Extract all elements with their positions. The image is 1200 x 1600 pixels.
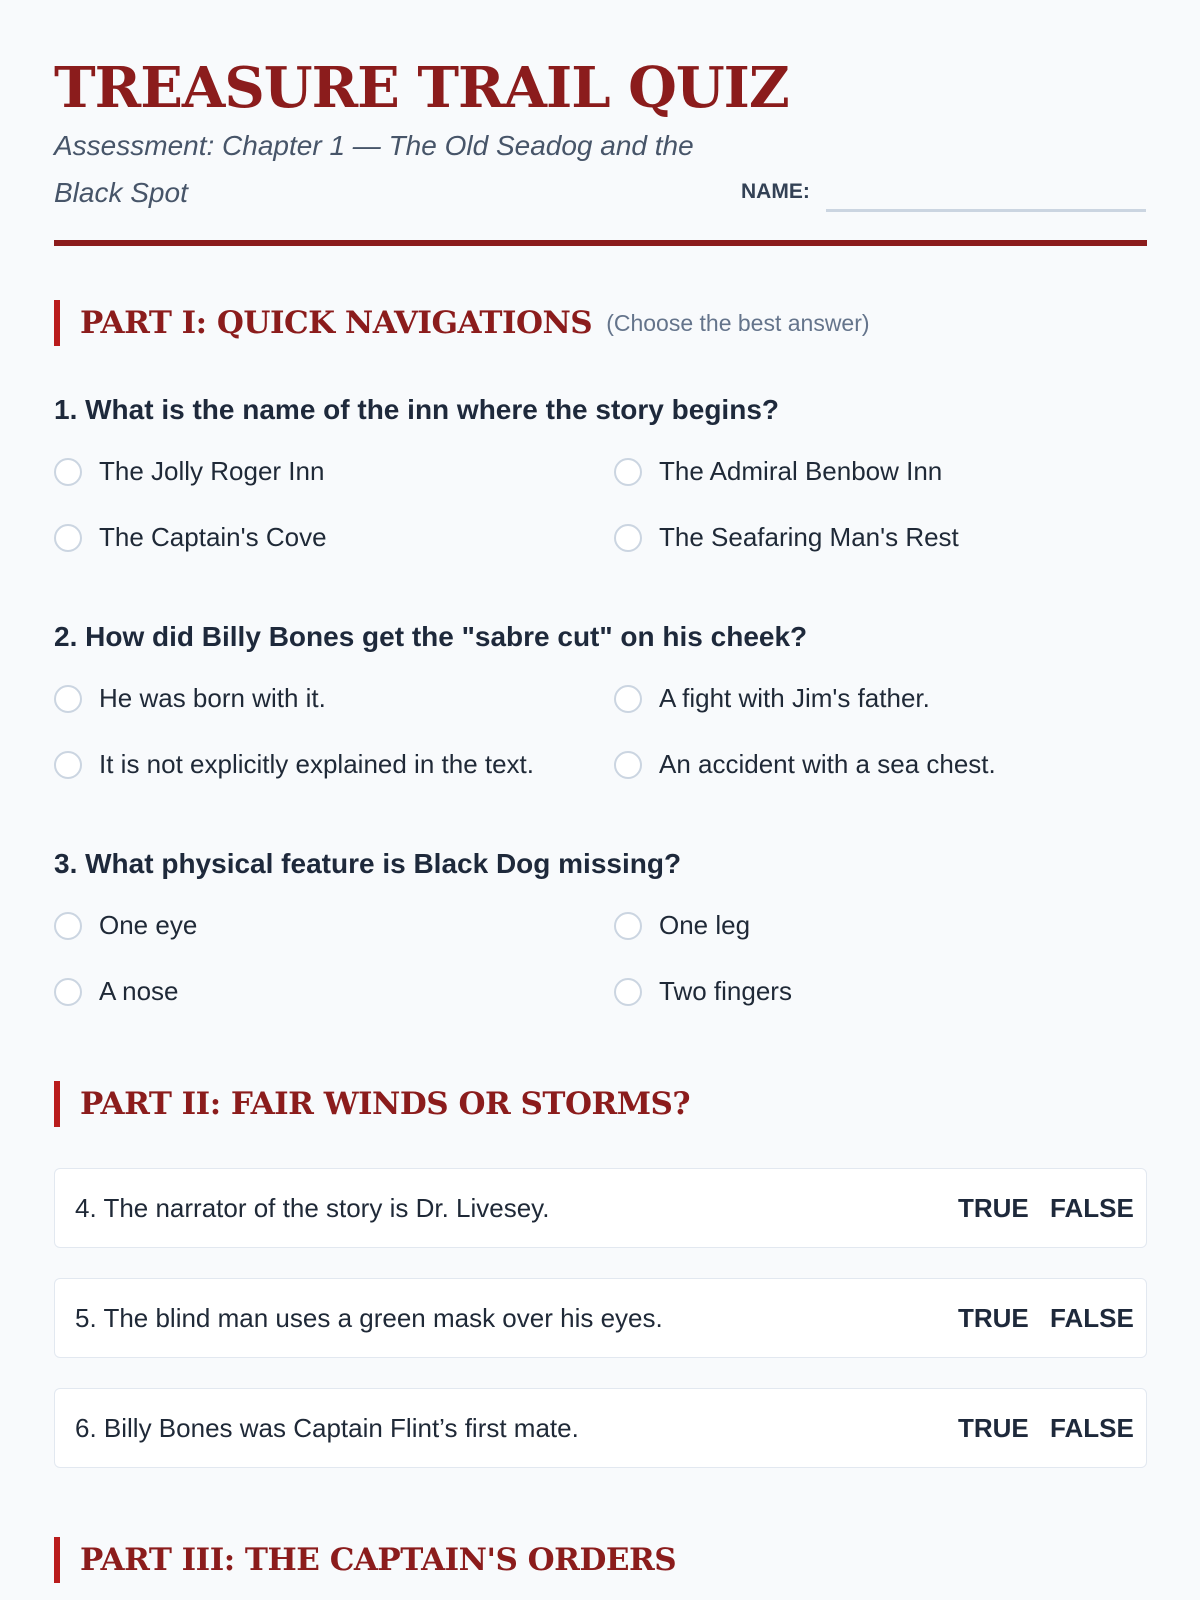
page-subtitle: Assessment: Chapter 1 — The Old Seadog and the Black Spot xyxy=(54,130,694,208)
section-part-2-heading xyxy=(54,1081,690,1127)
q3-option-d[interactable] xyxy=(614,976,792,1007)
option-label: The Admiral Benbow Inn xyxy=(659,456,943,486)
option-label: The Captain's Cove xyxy=(99,522,327,552)
radio-button[interactable] xyxy=(54,751,82,779)
radio-button[interactable] xyxy=(614,524,642,552)
quiz-header xyxy=(54,52,1146,208)
radio-button[interactable] xyxy=(614,685,642,713)
q2-option-d[interactable] xyxy=(614,749,996,780)
true-option[interactable]: TRUE xyxy=(958,1192,1029,1223)
q3-option-b[interactable] xyxy=(614,910,750,941)
true-false-item-6 xyxy=(54,1388,1147,1468)
q3-option-c[interactable] xyxy=(54,976,179,1007)
option-label: Two fingers xyxy=(659,976,792,1006)
true-option[interactable]: TRUE xyxy=(958,1412,1029,1443)
q2-option-c[interactable] xyxy=(54,749,534,780)
false-option[interactable]: FALSE xyxy=(1050,1192,1134,1223)
statement-text: 6. Billy Bones was Captain Flint’s first mate. xyxy=(75,1412,579,1443)
statement-text: 5. The blind man uses a green mask over his eyes. xyxy=(75,1302,663,1333)
radio-button[interactable] xyxy=(614,751,642,779)
q2-option-a[interactable] xyxy=(54,683,326,714)
question-2 xyxy=(54,619,1146,655)
radio-button[interactable] xyxy=(54,912,82,940)
radio-button[interactable] xyxy=(614,458,642,486)
option-label: An accident with a sea chest. xyxy=(659,749,996,779)
question-text: 1. What is the name of the inn where the story begins? xyxy=(54,394,779,425)
option-label: A fight with Jim's father. xyxy=(659,683,930,713)
section-title: PART III: THE CAPTAIN'S ORDERS xyxy=(80,1542,677,1578)
radio-button[interactable] xyxy=(54,978,82,1006)
option-label: The Jolly Roger Inn xyxy=(99,456,325,486)
question-1 xyxy=(54,392,1146,428)
section-title: PART II: FAIR WINDS OR STORMS? xyxy=(80,1086,691,1122)
q1-option-c[interactable] xyxy=(54,522,327,553)
section-part-1-heading xyxy=(54,300,870,346)
q1-option-a[interactable] xyxy=(54,456,324,487)
header-divider xyxy=(54,240,1147,246)
true-false-item-5 xyxy=(54,1278,1147,1358)
question-text: 2. How did Billy Bones get the "sabre cut" on his cheek? xyxy=(54,621,808,652)
radio-button[interactable] xyxy=(54,524,82,552)
true-option[interactable]: TRUE xyxy=(958,1302,1029,1333)
radio-button[interactable] xyxy=(614,978,642,1006)
option-label: A nose xyxy=(99,976,179,1006)
q2-option-b[interactable] xyxy=(614,683,930,714)
option-label: One eye xyxy=(99,910,198,940)
option-label: The Seafaring Man's Rest xyxy=(659,522,959,552)
section-hint: (Choose the best answer) xyxy=(606,309,870,336)
statement-text: 4. The narrator of the story is Dr. Livesey. xyxy=(75,1192,550,1223)
section-part-3-heading xyxy=(54,1537,676,1583)
false-option[interactable]: FALSE xyxy=(1050,1302,1134,1333)
radio-button[interactable] xyxy=(54,685,82,713)
page-title: TREASURE TRAIL QUIZ xyxy=(54,55,789,121)
true-false-item-4 xyxy=(54,1168,1147,1248)
q1-option-d[interactable] xyxy=(614,522,959,553)
name-field[interactable] xyxy=(826,209,1146,212)
radio-button[interactable] xyxy=(54,458,82,486)
false-option[interactable]: FALSE xyxy=(1050,1412,1134,1443)
question-text: 3. What physical feature is Black Dog missing? xyxy=(54,848,682,879)
q1-option-b[interactable] xyxy=(614,456,942,487)
option-label: One leg xyxy=(659,910,751,940)
q3-option-a[interactable] xyxy=(54,910,197,941)
section-title: PART I: QUICK NAVIGATIONS xyxy=(80,305,593,341)
radio-button[interactable] xyxy=(614,912,642,940)
question-3 xyxy=(54,846,1146,882)
option-label: It is not explicitly explained in the text. xyxy=(99,749,535,779)
option-label: He was born with it. xyxy=(99,683,326,713)
name-label: NAME: xyxy=(741,180,810,203)
